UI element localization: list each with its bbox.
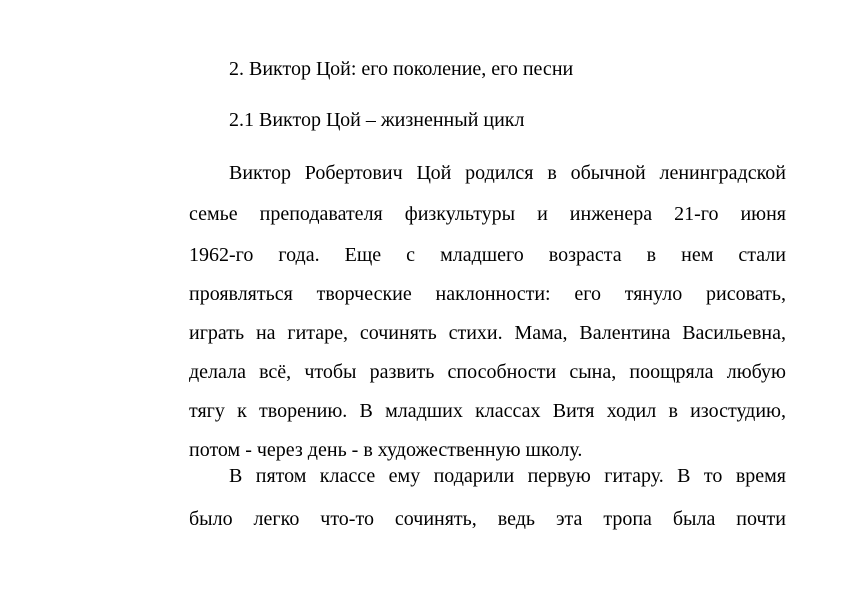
paragraph-line: было легко что-то сочинять, ведь эта тропа была почти — [189, 508, 786, 530]
paragraph-line: играть на гитаре, сочинять стихи. Мама, Валентина Васильевна, — [189, 322, 786, 344]
paragraph-line: Виктор Робертович Цой родился в обычной ленинградской — [229, 162, 786, 184]
subsection-heading: 2.1 Виктор Цой – жизненный цикл — [229, 109, 525, 131]
paragraph-line: проявляться творческие наклонности: его тянуло рисовать, — [189, 283, 786, 305]
paragraph-line: потом - через день - в художественную школу. — [189, 439, 583, 461]
paragraph-line: тягу к творению. В младших классах Витя ходил в изостудию, — [189, 400, 786, 422]
paragraph-line: делала всё, чтобы развить способности сына, поощряла любую — [189, 361, 786, 383]
section-heading: 2. Виктор Цой: его поколение, его песни — [229, 58, 574, 80]
paragraph-line: семье преподавателя физкультуры и инженера 21-го июня — [189, 203, 786, 225]
paragraph-line: В пятом классе ему подарили первую гитару. В то время — [229, 465, 786, 487]
paragraph-line: 1962-го года. Еще с младшего возраста в нем стали — [189, 244, 786, 266]
